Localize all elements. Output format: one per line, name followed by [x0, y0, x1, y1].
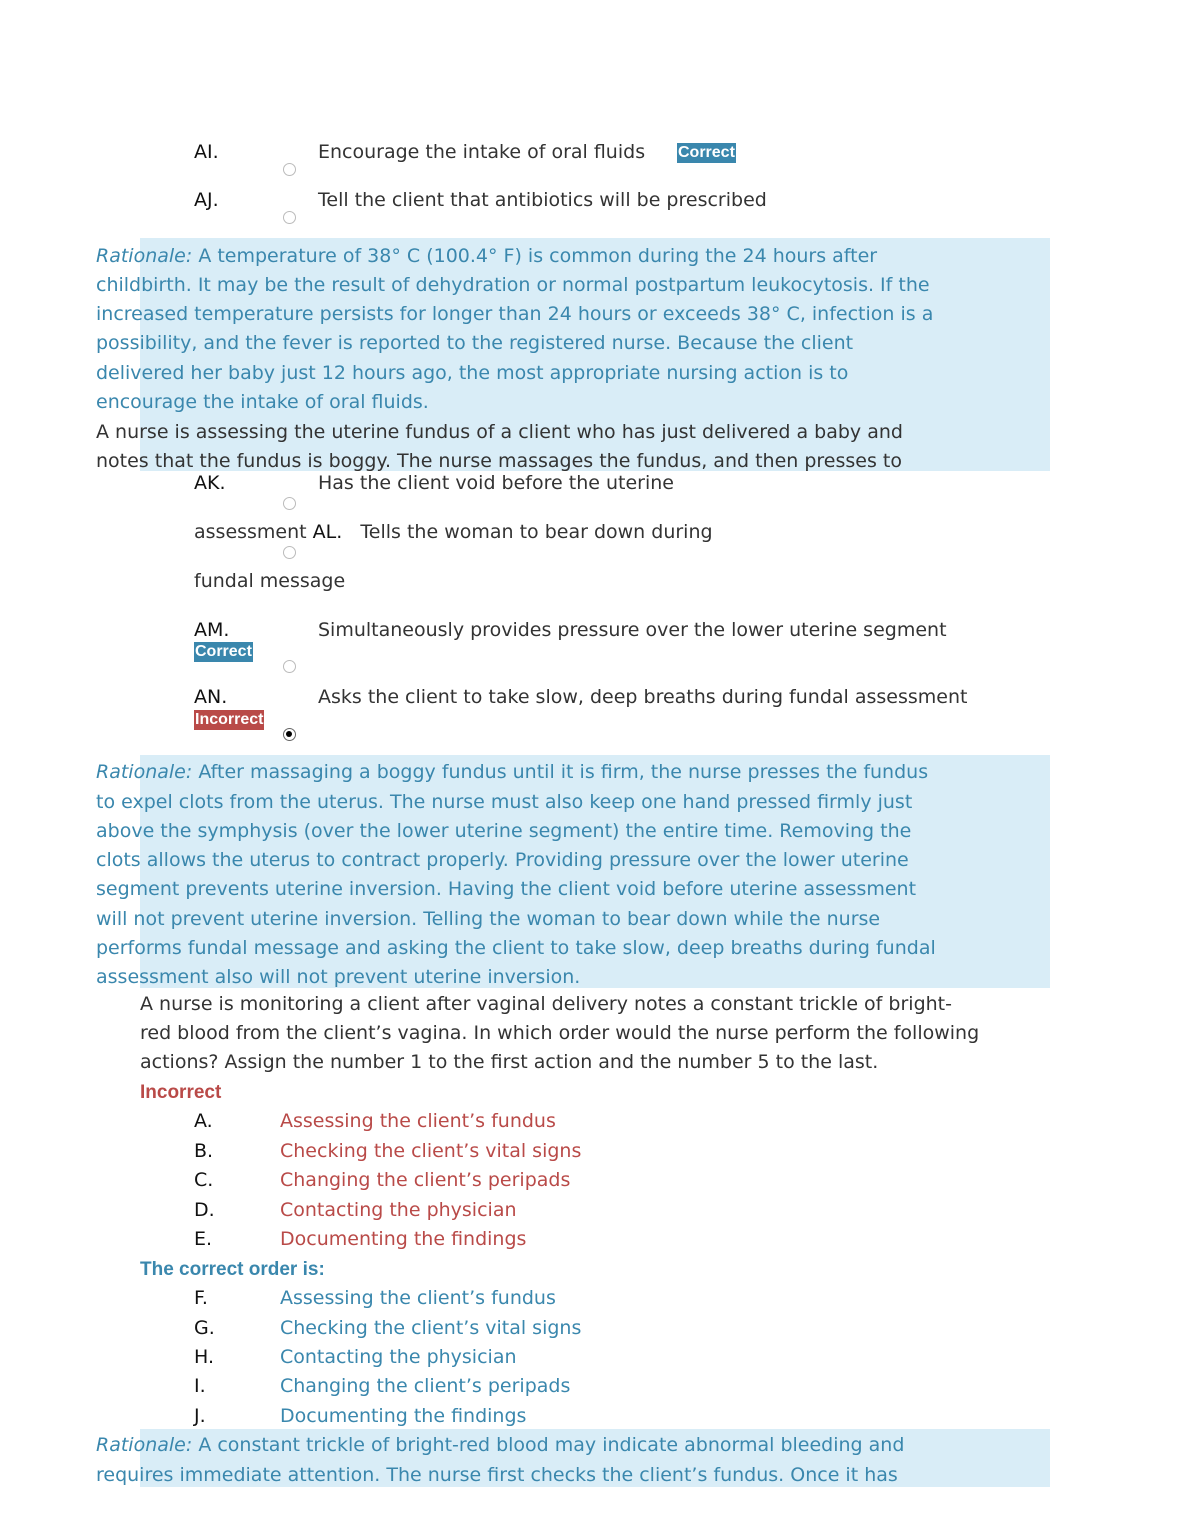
rationale-label: Rationale: — [96, 1434, 193, 1456]
answer-item: Changing the client’s peripads — [280, 1169, 571, 1191]
correct-letter: H. — [194, 1346, 214, 1368]
option-text: Simultaneously provides pressure over the lower uterine segment — [318, 619, 947, 641]
rationale-line — [96, 1431, 904, 1460]
option-letter: AM. — [194, 619, 230, 641]
correct-item: Assessing the client’s fundus — [280, 1287, 556, 1309]
answer-letter: E. — [194, 1228, 213, 1250]
rationale-line: above the symphysis (over the lower uterine segment) the entire time. Removing the — [96, 820, 912, 842]
radio-option-ak[interactable] — [283, 497, 296, 510]
option-letter: AI. — [194, 141, 219, 163]
option-text: Asks the client to take slow, deep breaths during fundal assessment — [318, 686, 968, 708]
rationale-text: A temperature of 38° C (100.4° F) is common during the 24 hours after — [198, 245, 878, 267]
correct-badge: Correct — [195, 643, 252, 660]
rationale-label: Rationale: — [96, 761, 193, 783]
radio-option-ai[interactable] — [283, 163, 296, 176]
option-text-continued — [194, 518, 713, 547]
answer-letter: D. — [194, 1199, 215, 1221]
radio-option-an-selected[interactable] — [283, 728, 296, 741]
answer-item: Checking the client’s vital signs — [280, 1140, 582, 1162]
correct-order-label: The correct order is: — [140, 1259, 325, 1280]
option-text: Encourage the intake of oral fluids — [318, 141, 646, 163]
answer-letter: A. — [194, 1110, 213, 1132]
rationale-line — [96, 242, 877, 271]
rationale-text: A constant trickle of bright-red blood may indicate abnormal bleeding and — [198, 1434, 905, 1456]
question-stem-line: actions? Assign the number 1 to the first action and the number 5 to the last. — [140, 1051, 879, 1073]
incorrect-badge: Incorrect — [195, 711, 264, 728]
option-letter: AN. — [194, 686, 228, 708]
correct-letter: J. — [194, 1405, 206, 1427]
rationale-line: childbirth. It may be the result of dehydration or normal postpartum leukocytosis. If the — [96, 274, 930, 296]
rationale-line — [96, 758, 928, 787]
correct-item: Documenting the findings — [280, 1405, 527, 1427]
rationale-line: delivered her baby just 12 hours ago, the most appropriate nursing action is to — [96, 362, 849, 384]
answer-letter: C. — [194, 1169, 214, 1191]
rationale-line: clots allows the uterus to contract properly. Providing pressure over the lower uterine — [96, 849, 909, 871]
rationale-line: increased temperature persists for longer than 24 hours or exceeds 38° C, infection is a — [96, 303, 934, 325]
question-stem-line: red blood from the client’s vagina. In which order would the nurse perform the following — [140, 1022, 980, 1044]
rationale-line: segment prevents uterine inversion. Having the client void before uterine assessment — [96, 878, 917, 900]
correct-item: Contacting the physician — [280, 1346, 517, 1368]
answer-letter: B. — [194, 1140, 214, 1162]
rationale-line: performs fundal message and asking the client to take slow, deep breaths during fundal — [96, 937, 936, 959]
question-stem-line: notes that the fundus is boggy. The nurse massages the fundus, and then presses to — [96, 450, 902, 472]
correct-letter: I. — [194, 1375, 206, 1397]
rationale-line: to expel clots from the uterus. The nurse must also keep one hand pressed firmly just — [96, 791, 913, 813]
option-text: assessment — [194, 521, 307, 543]
question-stem-line: A nurse is monitoring a client after vaginal delivery notes a constant trickle of bright- — [140, 993, 952, 1015]
radio-option-am[interactable] — [283, 660, 296, 673]
option-letter: AK. — [194, 472, 226, 494]
correct-letter: F. — [194, 1287, 208, 1309]
option-text: fundal message — [194, 570, 346, 592]
rationale-line: requires immediate attention. The nurse first checks the client’s fundus. Once it has — [96, 1464, 898, 1486]
rationale-label: Rationale: — [96, 245, 193, 267]
rationale-line: assessment also will not prevent uterine inversion. — [96, 966, 581, 988]
question-stem-line: A nurse is assessing the uterine fundus of a client who has just delivered a baby and — [96, 421, 903, 443]
option-letter: AJ. — [194, 189, 219, 211]
rationale-line: will not prevent uterine inversion. Telling the woman to bear down while the nurse — [96, 908, 881, 930]
option-letter: AL. — [312, 521, 343, 543]
option-text: Tells the woman to bear down during — [360, 521, 713, 543]
answer-item: Assessing the client’s fundus — [280, 1110, 556, 1132]
correct-badge: Correct — [678, 144, 735, 161]
option-text: Has the client void before the uterine — [318, 472, 674, 494]
radio-option-al[interactable] — [283, 546, 296, 559]
rationale-line: possibility, and the fever is reported to the registered nurse. Because the client — [96, 332, 854, 354]
correct-item: Checking the client’s vital signs — [280, 1317, 582, 1339]
rationale-line: encourage the intake of oral fluids. — [96, 391, 429, 413]
answer-item: Contacting the physician — [280, 1199, 517, 1221]
answer-item: Documenting the findings — [280, 1228, 527, 1250]
rationale-text: After massaging a boggy fundus until it is firm, the nurse presses the fundus — [198, 761, 929, 783]
result-incorrect-label: Incorrect — [140, 1082, 222, 1103]
radio-option-aj[interactable] — [283, 211, 296, 224]
option-text: Tell the client that antibiotics will be prescribed — [318, 189, 767, 211]
correct-letter: G. — [194, 1317, 215, 1339]
correct-item: Changing the client’s peripads — [280, 1375, 571, 1397]
